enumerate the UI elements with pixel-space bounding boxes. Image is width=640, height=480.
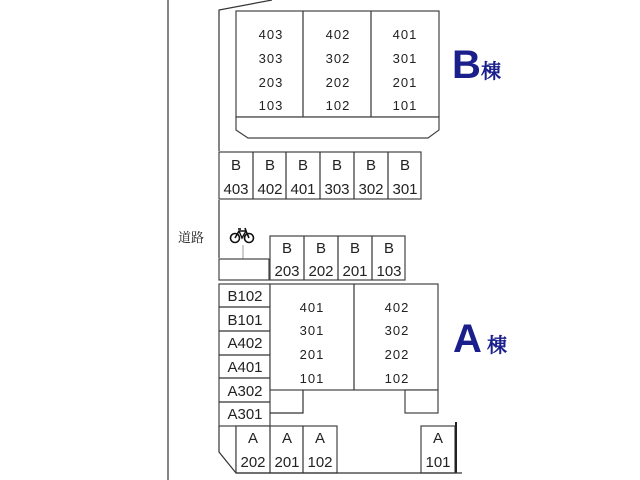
svg-text:B: B [230,157,242,174]
building-b [236,11,501,138]
svg-text:A: A [314,430,326,447]
svg-text:B: B [315,240,327,257]
unit-b202: 202 [325,75,351,90]
parking-space-b301: 301 [392,181,418,198]
parking-space-b102: B102 [227,288,263,305]
unit-b402: 402 [325,27,351,42]
unit-a101: 101 [299,371,325,386]
parking-space-b202: 202 [308,263,334,280]
svg-text:A: A [281,430,293,447]
unit-b203: 203 [258,75,284,90]
unit-b103: 103 [258,98,284,113]
building-a-entrance-left [270,390,303,413]
unit-b401: 401 [392,27,418,42]
building-b-letter: B [452,43,481,87]
unit-a302: 302 [384,323,410,338]
parking-space-a202: 202 [240,454,266,471]
parking-space-b201: 201 [342,263,368,280]
parking-space-b203: 203 [274,263,300,280]
parking-space-b402: 402 [257,181,283,198]
svg-text:B: B [281,240,293,257]
unit-a402: 402 [384,300,410,315]
parking-space-a301: A301 [227,406,263,423]
unit-b302: 302 [325,51,351,66]
building-b-veranda [236,117,439,138]
parking-space-b101: B101 [227,312,263,329]
svg-text:B: B [264,157,276,174]
parking-space-a101: 101 [425,454,451,471]
parking-row-bottom [219,422,462,473]
unit-b403: 403 [258,27,284,42]
road-label: 道路 [178,230,205,245]
bicycle-icon [231,228,254,243]
building-a-letter: A [453,317,482,361]
unit-a401: 401 [299,300,325,315]
parking-space-a102: 102 [307,454,333,471]
parking-space-b303: 303 [324,181,350,198]
svg-text:B: B [365,157,377,174]
building-a [270,284,507,413]
parking-row-top [219,152,421,199]
parking-space-b103: 103 [376,263,402,280]
building-a-suffix: 棟 [487,335,507,357]
svg-text:B: B [349,240,361,257]
unit-b303: 303 [258,51,284,66]
svg-text:B: B [331,157,343,174]
unit-a202: 202 [384,347,410,362]
unit-a301: 301 [299,323,325,338]
parking-space-b403: 403 [223,181,249,198]
unit-a102: 102 [384,371,410,386]
parking-row-mid [270,236,405,280]
svg-text:B: B [297,157,309,174]
unit-a201: 201 [299,347,325,362]
svg-text:A: A [247,430,259,447]
building-b-suffix: 棟 [481,61,501,83]
unit-b301: 301 [392,51,418,66]
building-a-entrance-right [405,390,438,413]
unit-b102: 102 [325,98,351,113]
parking-space-a201: 201 [274,454,300,471]
unit-b101: 101 [392,98,418,113]
parking-space-a401: A401 [227,359,263,376]
svg-text:B: B [399,157,411,174]
unit-b201: 201 [392,75,418,90]
parking-space-a402: A402 [227,335,263,352]
parking-space-b401: 401 [290,181,316,198]
parking-column-left [219,284,270,426]
parking-space-b302: 302 [358,181,384,198]
parking-space-a302: A302 [227,383,263,400]
bicycle-parking [219,228,269,280]
svg-text:B: B [383,240,395,257]
svg-text:A: A [432,430,444,447]
